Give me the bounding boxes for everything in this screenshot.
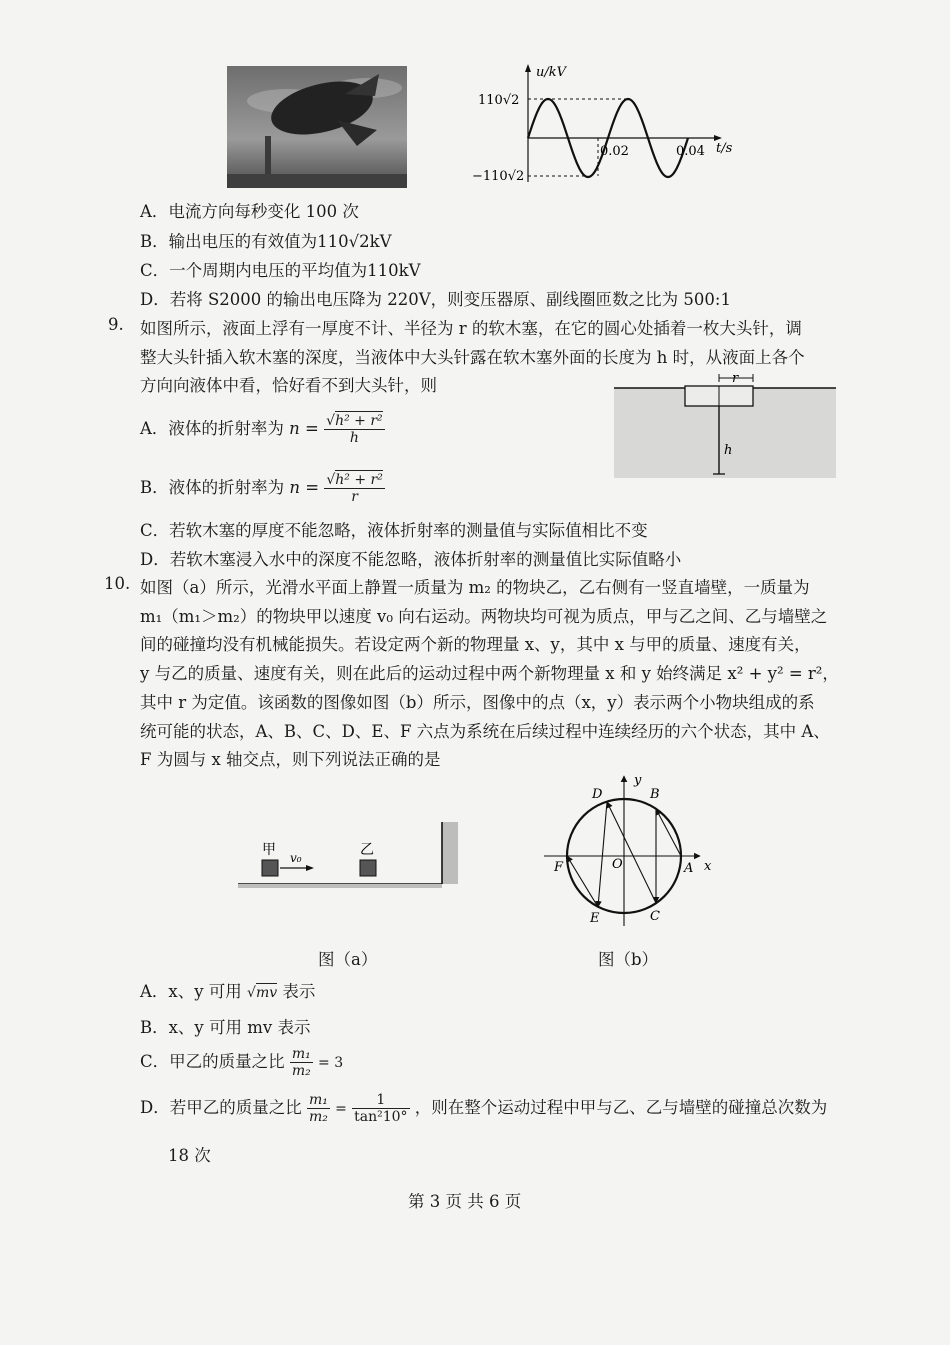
path-C-D (607, 802, 656, 903)
figure-b-caption: 图（b） (598, 950, 659, 969)
cork-pin-figure (612, 372, 838, 480)
q9-option-a-prefix: A．液体的折射率为 (140, 419, 284, 439)
q8-option-d: D．若将 S2000 的输出电压降为 220V，则变压器原、副线圈匝数之比为 500:1 (140, 290, 731, 309)
path-D-E (598, 802, 607, 907)
q9-option-b: B．液体的折射率为 n = $\frac{\text{√h² + r²}}{r}$ (140, 472, 383, 506)
q8-option-b: B．输出电压的有效值为110√2kV (140, 232, 392, 251)
q10-option-c-prefix: C．甲乙的质量之比 (140, 1052, 285, 1072)
q10-stem-line6: 统可能的状态，A、B、C、D、E、F 六点为系统在后续过程中连续经历的六个状态，其中 A、 (140, 722, 830, 741)
q10-option-a-formula: √mv (247, 985, 278, 1001)
q9-stem-line2: 整大头针插入软木塞的深度，当液体中大头针露在软木塞外面的长度为 h 时，从液面上各个 (140, 348, 805, 367)
q10-number: 10. (104, 574, 131, 593)
q9-option-b-formula: $\frac{\text{√h² + r²}}{r}$ (326, 472, 383, 506)
path-A-B (656, 809, 681, 856)
q10-stem-line7: F 为圆与 x 轴交点，则下列说法正确的是 (140, 750, 441, 769)
point-D: D (592, 787, 603, 802)
label-yi: 乙 (360, 842, 374, 858)
point-F: F (554, 860, 564, 875)
n-symbol: n (289, 478, 301, 498)
origin-label: O (612, 857, 623, 872)
label-v0: v₀ (290, 851, 302, 865)
q9-number: 9. (108, 315, 124, 334)
q10-option-c-formula: $\frac{\text{m₁}}{\text{m₂}}$ (291, 1046, 311, 1080)
q10-option-d: D．若甲乙的质量之比 $\frac{\text{m₁}}{\text{m₂}}$ = $\frac{1}{\text{tan²10°}}$ ，则在整个运动过程中甲与乙、乙与墙壁的碰撞总次数为 (140, 1092, 828, 1126)
figure-a-caption: 图（a） (318, 950, 378, 969)
q9-option-d: D．若软木塞浸入水中的深度不能忽略，液体折射率的测量值比实际值略小 (140, 550, 682, 569)
page-footer: 第 3 页 共 6 页 (408, 1192, 522, 1211)
y-label: y (634, 773, 642, 788)
q9-option-b-prefix: B．液体的折射率为 (140, 478, 285, 498)
q10-stem-line4: y 与乙的质量、速度有关，则在此后的运动过程中两个新物理量 x 和 y 始终满足 x² + y² = r²， (140, 664, 839, 683)
q10-option-d-line2: 18 次 (168, 1146, 211, 1165)
q10-stem-line1: 如图（a）所示，光滑水平面上静置一质量为 m₂ 的物块乙，乙右侧有一竖直墙壁，一质量为 (140, 578, 810, 597)
q10-option-a-prefix: A．x、y 可用 (140, 982, 242, 1001)
q10-option-a (140, 978, 315, 1002)
x-label: x (704, 859, 712, 874)
y-axis-label: u/kV (536, 65, 567, 80)
q10-option-a-suffix: 表示 (282, 982, 316, 1001)
point-A: A (684, 861, 694, 876)
wall-hatch (442, 822, 458, 884)
block-yi (360, 860, 376, 876)
figure-a (236, 818, 466, 890)
q10-option-d-mass-ratio: $\frac{\text{m₁}}{\text{m₂}}$ (308, 1092, 328, 1126)
label-jia: 甲 (262, 842, 276, 858)
point-E: E (590, 911, 600, 926)
path-E-F (567, 856, 598, 907)
point-B: B (650, 787, 660, 802)
label-r: r (732, 372, 739, 386)
q9-stem-line3: 方向向液体中看，恰好看不到大头针，则 (140, 376, 437, 395)
airship-photo (227, 66, 407, 188)
q10-option-d-prefix: D．若甲乙的质量之比 (140, 1098, 302, 1118)
q10-stem-line5: 其中 r 为定值。该函数的图像如图（b）所示，图像中的点（x，y）表示两个小物块组成的系 (140, 693, 815, 712)
point-C: C (650, 909, 660, 924)
block-jia (262, 860, 278, 876)
q8-option-c: C．一个周期内电压的平均值为110kV (140, 261, 421, 280)
q9-option-c: C．若软木塞的厚度不能忽略，液体折射率的测量值与实际值相比不变 (140, 521, 648, 540)
q9-option-a: A．液体的折射率为 n = $\frac{\text{√h² + r²}}{h}$ (140, 413, 383, 447)
x-tick-002: 0.02 (600, 144, 629, 159)
n-symbol: n (289, 419, 300, 439)
label-h: h (724, 443, 733, 458)
q10-option-d-tan-fraction: $\frac{1}{\text{tan²10°}}$ (354, 1092, 408, 1126)
y-max-label: 110√2 (478, 93, 520, 108)
voltage-waveform-chart (470, 62, 740, 192)
q9-stem-line1: 如图所示，液面上浮有一厚度不计、半径为 r 的软木塞，在它的圆心处插着一枚大头针，调 (140, 319, 802, 338)
y-min-label: −110√2 (472, 169, 525, 184)
q8-option-a: A．电流方向每秒变化 100 次 (140, 202, 359, 221)
q10-option-d-suffix: ，则在整个运动过程中甲与乙、乙与墙壁的碰撞总次数为 (414, 1098, 828, 1118)
q10-option-c: C．甲乙的质量之比 $\frac{\text{m₁}}{\text{m₂}}$ = 3 (140, 1046, 344, 1080)
q9-option-a-formula: $\frac{\text{√h² + r²}}{h}$ (326, 413, 383, 447)
q10-stem-line2: m₁（m₁＞m₂）的物块甲以速度 v₀ 向右运动。两物块均可视为质点，甲与乙之间、乙与墙壁之 (140, 607, 828, 626)
x-tick-004: 0.04 (676, 144, 705, 159)
q10-stem-line3: 间的碰撞均没有机械能损失。若设定两个新的物理量 x、y，其中 x 与甲的质量、速度有关， (140, 635, 811, 654)
x-axis-label: t/s (716, 141, 733, 156)
figure-b-circle-diagram (538, 768, 718, 930)
q10-option-b: B．x、y 可用 mv 表示 (140, 1018, 311, 1037)
